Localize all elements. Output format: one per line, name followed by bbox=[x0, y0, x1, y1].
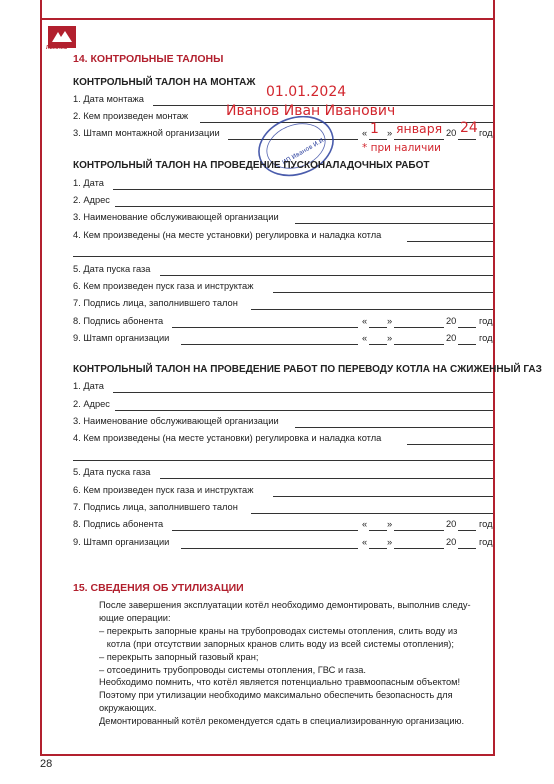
coupon2-item-8: 8. Подпись абонента bbox=[73, 316, 164, 326]
coupon3-quote-close-8: » bbox=[387, 519, 393, 529]
coupon1-year-suffix: год bbox=[479, 128, 493, 138]
coupon3-line-6 bbox=[273, 496, 493, 497]
coupon2-month-line-8 bbox=[394, 327, 444, 328]
utilization-line: ющие операции: bbox=[99, 612, 171, 623]
utilization-line: После завершения эксплуатации котёл необходимо демонтировать, выполнив следу- bbox=[99, 600, 471, 610]
section-14-title: 14. КОНТРОЛЬНЫЕ ТАЛОНЫ bbox=[73, 53, 224, 65]
coupon2-line-1 bbox=[113, 189, 493, 190]
coupon2-item-4: 4. Кем произведены (на месте установки) регулировка и наладка котла bbox=[73, 230, 382, 240]
coupon3-quote-open-8: « bbox=[362, 519, 368, 529]
coupon3-item-8: 8. Подпись абонента bbox=[73, 519, 164, 529]
coupon1-line-2 bbox=[200, 122, 493, 123]
coupon3-line-4b bbox=[73, 460, 493, 461]
coupon1-quote-open: « bbox=[362, 128, 368, 138]
coupon3-line-9 bbox=[181, 548, 358, 549]
handwritten-name: Иванов Иван Иванович bbox=[226, 103, 396, 119]
coupon3-quote-close-9: » bbox=[387, 537, 393, 547]
utilization-text bbox=[99, 599, 494, 728]
coupon1-month-line bbox=[394, 139, 444, 140]
coupon3-item-7: 7. Подпись лица, заполнившего талон bbox=[73, 502, 238, 512]
coupon1-item-1: 1. Дата монтажа bbox=[73, 94, 144, 104]
coupon3-year-suffix-8: год bbox=[479, 519, 493, 529]
coupon2-line-8 bbox=[172, 327, 358, 328]
coupon2-line-6 bbox=[273, 292, 493, 293]
coupon2-quote-close-8: » bbox=[387, 316, 393, 326]
utilization-line: котла (при отсутствии запорных кранов слить воду из всей системы отопления); bbox=[99, 638, 454, 649]
coupon3-item-5: 5. Дата пуска газа bbox=[73, 467, 151, 477]
coupon2-line-5 bbox=[160, 275, 493, 276]
header-rule bbox=[40, 18, 495, 20]
utilization-line: – отсоединить трубопроводы системы отопления, ГВС и газа. bbox=[99, 664, 367, 675]
coupon2-year-prefix-9: 20 bbox=[446, 333, 457, 343]
coupon2-day-line-8 bbox=[369, 327, 387, 328]
coupon3-year-line-9 bbox=[458, 548, 476, 549]
section-15-title: 15. СВЕДЕНИЯ ОБ УТИЛИЗАЦИИ bbox=[73, 582, 244, 594]
coupon3-line-3 bbox=[295, 427, 493, 428]
coupon3-line-2 bbox=[115, 410, 493, 411]
utilization-line: Поэтому при утилизации необходимо максимально обеспечить безопасность для bbox=[99, 690, 453, 701]
coupon2-year-suffix-9: год bbox=[479, 333, 493, 343]
coupon2-line-4b bbox=[73, 256, 493, 257]
utilization-line: Демонтированный котёл рекомендуется сдать в специализированную организацию. bbox=[99, 716, 465, 727]
coupon3-month-line-8 bbox=[394, 530, 444, 531]
coupon2-quote-close-9: » bbox=[387, 333, 393, 343]
coupon2-line-4 bbox=[407, 241, 493, 242]
coupon2-year-prefix-8: 20 bbox=[446, 316, 457, 326]
coupon3-day-line-8 bbox=[369, 530, 387, 531]
coupon1-item-3: 3. Штамп монтажной организации bbox=[73, 128, 220, 138]
coupon3-item-4: 4. Кем произведены (на месте установки) регулировка и наладка котла bbox=[73, 433, 382, 443]
coupon3-line-4 bbox=[407, 444, 493, 445]
coupon3-item-2: 2. Адрес bbox=[73, 399, 110, 409]
coupon1-item-2: 2. Кем произведен монтаж bbox=[73, 111, 189, 121]
coupon2-line-7 bbox=[251, 309, 493, 310]
utilization-line: Необходимо помнить, что котёл является потенциально травмоопасным объектом! bbox=[99, 677, 461, 688]
page-number: 28 bbox=[40, 758, 53, 770]
coupon3-item-6: 6. Кем произведен пуск газа и инструктаж bbox=[73, 485, 254, 495]
coupon2-quote-open-8: « bbox=[362, 316, 368, 326]
handwritten-note: * при наличии bbox=[362, 142, 441, 154]
coupon3-year-suffix-9: год bbox=[479, 537, 493, 547]
coupon3-year-line-8 bbox=[458, 530, 476, 531]
coupon1-year-line bbox=[458, 139, 476, 140]
coupon2-quote-open-9: « bbox=[362, 333, 368, 343]
coupon3-line-8 bbox=[172, 530, 358, 531]
coupon-lpg-title: КОНТРОЛЬНЫЙ ТАЛОН НА ПРОВЕДЕНИЕ РАБОТ ПО ПЕРЕВОДУ КОТЛА НА СЖИЖЕННЫЙ ГАЗ bbox=[73, 364, 542, 375]
handwritten-date: 01.01.2024 bbox=[266, 84, 347, 100]
coupon1-year-prefix: 20 bbox=[446, 128, 457, 138]
coupon3-line-5 bbox=[160, 478, 493, 479]
coupon3-year-prefix-9: 20 bbox=[446, 537, 457, 547]
coupon3-line-7 bbox=[251, 513, 493, 514]
coupon2-year-line-8 bbox=[458, 327, 476, 328]
handwritten-month: января bbox=[396, 121, 443, 136]
stamp-text: ИП Иванов И.И. bbox=[281, 136, 327, 167]
coupon3-quote-open-9: « bbox=[362, 537, 368, 547]
coupon3-day-line-9 bbox=[369, 548, 387, 549]
coupon2-item-1: 1. Дата bbox=[73, 178, 104, 188]
coupon2-item-9: 9. Штамп организации bbox=[73, 333, 170, 343]
handwritten-year: 24 bbox=[460, 120, 478, 136]
coupon3-item-9: 9. Штамп организации bbox=[73, 537, 170, 547]
coupon1-quote-close: » bbox=[387, 128, 393, 138]
coupon2-year-suffix-8: год bbox=[479, 316, 493, 326]
coupon2-item-5: 5. Дата пуска газа bbox=[73, 264, 151, 274]
coupon3-item-3: 3. Наименование обслуживающей организации bbox=[73, 416, 279, 426]
logo-text: ЛЕМАКС bbox=[46, 45, 68, 51]
coupon2-month-line-9 bbox=[394, 344, 444, 345]
coupon2-line-3 bbox=[295, 223, 493, 224]
coupon2-line-9 bbox=[181, 344, 358, 345]
coupon2-day-line-9 bbox=[369, 344, 387, 345]
coupon-install-title: КОНТРОЛЬНЫЙ ТАЛОН НА МОНТАЖ bbox=[73, 77, 256, 88]
handwritten-day: 1 bbox=[370, 121, 379, 137]
utilization-line: – перекрыть запорный газовый кран; bbox=[99, 651, 259, 662]
utilization-line: – перекрыть запорные краны на трубопроводах системы отопления, слить воду из bbox=[99, 625, 458, 636]
utilization-line: окружающих. bbox=[99, 703, 157, 714]
coupon2-line-2 bbox=[115, 206, 493, 207]
coupon3-year-prefix-8: 20 bbox=[446, 519, 457, 529]
coupon2-year-line-9 bbox=[458, 344, 476, 345]
coupon2-item-6: 6. Кем произведен пуск газа и инструктаж bbox=[73, 281, 254, 291]
coupon3-item-1: 1. Дата bbox=[73, 381, 104, 391]
coupon1-day-line bbox=[369, 139, 387, 140]
coupon2-item-3: 3. Наименование обслуживающей организации bbox=[73, 212, 279, 222]
coupon-commissioning-title: КОНТРОЛЬНЫЙ ТАЛОН НА ПРОВЕДЕНИЕ ПУСКОНАЛАДОЧНЫХ РАБОТ bbox=[73, 160, 430, 171]
coupon3-line-1 bbox=[113, 392, 493, 393]
coupon2-item-7: 7. Подпись лица, заполнившего талон bbox=[73, 298, 238, 308]
coupon3-month-line-9 bbox=[394, 548, 444, 549]
coupon2-item-2: 2. Адрес bbox=[73, 195, 110, 205]
